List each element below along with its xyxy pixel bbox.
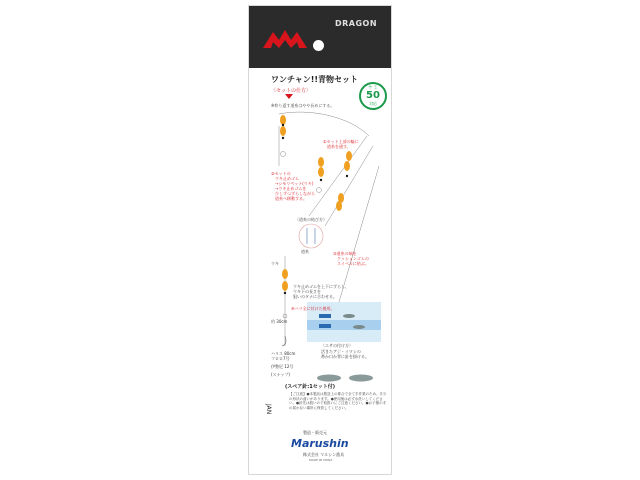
fish-icon <box>353 325 365 329</box>
step3-text: ③道糸の端を クッションゴムの スイベルに結ぶ。 <box>333 251 369 266</box>
badge-line2: 対応 <box>369 101 377 106</box>
package-card <box>248 5 392 475</box>
hook-label: 伊勢尼 12号 <box>271 364 294 369</box>
bait-label: 〈エサの付け方〉 <box>321 343 353 348</box>
bait-text: 活きたアジ・イワシの 鼻か口か背に針を掛ける。 <box>321 349 369 359</box>
step4-text: ウキ止めゴムを上下にずらし、 ウキ下の長さを 狙いのタナに合わせる。 <box>293 284 349 299</box>
setup-heading: 〈セットの仕方〉 <box>271 88 312 94</box>
knot-detail <box>299 224 323 248</box>
caution-text: 【ご注意】●本製品は製造上の都合で全て手作業のため、多少の形状の違いがあります。●使用後は必ず水洗いしてください。●針先は鋭いので取扱いにご注意ください。●お子様の手の届かない場所に保管してください。 <box>289 392 387 410</box>
spare-hook-text: (スペア針:1セット付) <box>285 384 336 390</box>
made-in-text: MADE IN CHINA <box>309 458 333 462</box>
top-note: ※枠り返す道糸はやや長めにする。 <box>271 103 335 108</box>
down-arrow-icon <box>285 94 293 99</box>
length-label: 約 30cm <box>271 319 288 324</box>
float-icon <box>280 115 286 157</box>
fish-icon <box>343 314 355 318</box>
package-header <box>249 6 392 68</box>
product-title: ワンチャン!!青物セット <box>271 75 359 84</box>
bait-fish-icon <box>317 375 341 382</box>
hang-hole <box>313 40 324 51</box>
jan-label: JAN <box>265 404 272 415</box>
company-name: 株式会社 マルシン漁具 <box>303 452 345 457</box>
michiito-label: 道糸 <box>301 249 309 254</box>
float-icon <box>344 151 352 177</box>
haris-label: ハリス 80cm フロロ7号 <box>271 351 296 361</box>
swivel-label: (スナップ) <box>271 372 290 377</box>
knot-label: 〈道糸の結び方〉 <box>295 217 327 222</box>
step5-text: ④ハリ全に付けた後用。 <box>291 306 335 311</box>
float-icon <box>336 193 344 211</box>
step1-text: ①セット上部の輪に 道糸を通す。 <box>323 139 359 149</box>
dragon-logo-icon <box>263 26 307 48</box>
badge-value: 50 <box>366 90 380 101</box>
float-icon <box>317 157 325 193</box>
float-icon <box>282 269 288 294</box>
step2-text: ②セットの ウキ止めゴム →シモリペット(ウキ) →ウキ止めゴムを 少しずつずらしながら 道糸へ移動する。 <box>271 171 315 201</box>
brand-name: DRAGON <box>335 19 378 28</box>
maker-logo: Marushin <box>291 437 349 450</box>
seller-label: 製造・販売元 <box>303 430 327 435</box>
bait-fish-icon <box>349 375 373 382</box>
uki-label: ウキ <box>271 261 279 266</box>
badge-line1: ケミ <box>367 85 378 91</box>
